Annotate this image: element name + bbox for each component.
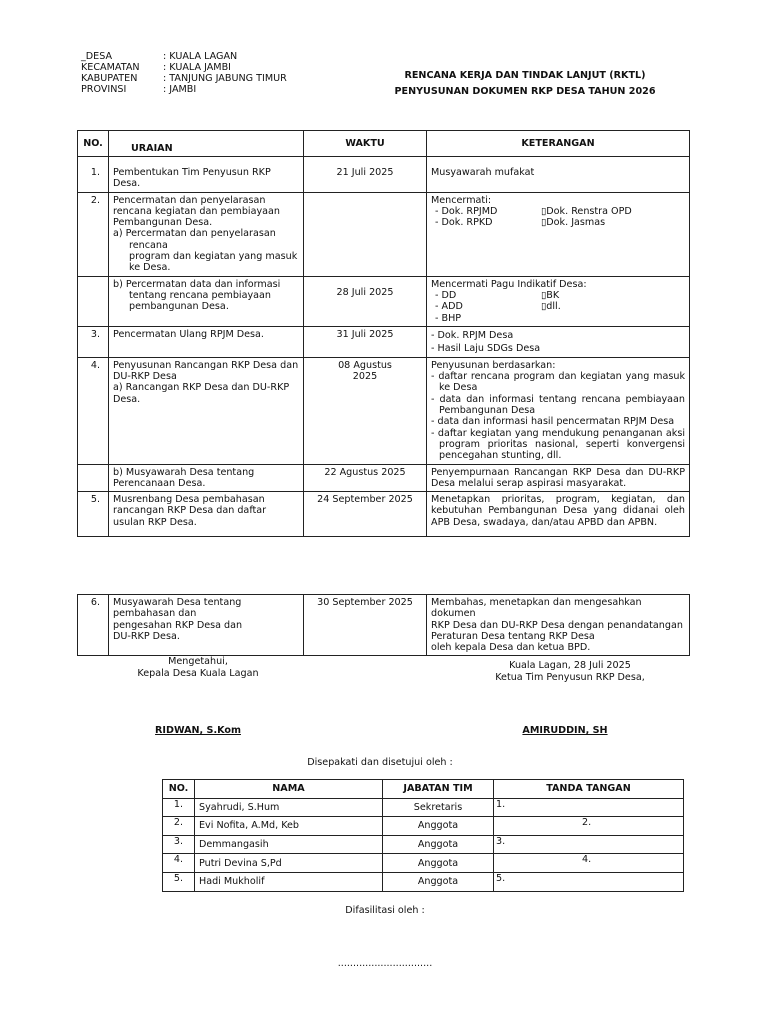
row-waktu bbox=[304, 192, 427, 276]
row-uraian bbox=[109, 357, 304, 464]
col-header-jabatan: JABATAN TIM bbox=[383, 780, 494, 799]
uraian-line: rencana kegiatan dan pembiayaan bbox=[113, 205, 280, 217]
uraian-line: Pembangunan Desa. bbox=[113, 217, 213, 229]
uraian-line: DU-RKP Desa. bbox=[113, 630, 180, 642]
ket-title: Penyusunan berdasarkan: bbox=[431, 359, 556, 371]
row-uraian: Pencermatan Ulang RPJM Desa. bbox=[109, 326, 304, 357]
signature-right-date: Kuala Lagan, 28 Juli 2025 bbox=[509, 660, 631, 671]
uraian-line: Musyawarah Desa tentang bbox=[113, 597, 242, 608]
signature-left-caption: Mengetahui, bbox=[168, 656, 228, 667]
team-signature-table bbox=[162, 779, 684, 892]
uraian-line: Desa. bbox=[113, 393, 141, 405]
ket-item: ▯ Dok. Renstra OPD bbox=[541, 206, 651, 217]
row-no: 1. bbox=[78, 157, 109, 193]
ket-item: - data dan informasi tentang rencana pembiayaan Pembangunan Desa bbox=[431, 394, 685, 417]
member-no: 1. bbox=[163, 798, 195, 817]
ket-item: ▯ dll. bbox=[541, 301, 651, 312]
table-row bbox=[78, 357, 690, 464]
uraian-line: rancangan RKP Desa dan daftar bbox=[113, 505, 267, 517]
row-uraian bbox=[109, 492, 304, 537]
table-row bbox=[163, 872, 684, 891]
ket-item: - BHP bbox=[435, 313, 541, 324]
row-keterangan: Musyawarah mufakat bbox=[427, 157, 690, 193]
row-uraian bbox=[109, 192, 304, 276]
row-no bbox=[78, 464, 109, 492]
ket-line: oleh kepala Desa dan ketua BPD. bbox=[431, 642, 591, 654]
table-row bbox=[163, 798, 684, 817]
table-row bbox=[78, 595, 690, 656]
header-value-provinsi: : JAMBI bbox=[163, 84, 197, 95]
facilitator-signature-line: ............................... bbox=[337, 958, 433, 969]
ket-item: - daftar kegiatan yang mendukung penanganan aksi program prioritas nasional, seperti konvergensi pencegahan stunting, dll. bbox=[431, 428, 685, 462]
document-subtitle: PENYUSUNAN DOKUMEN RKP DESA TAHUN 2026 bbox=[394, 86, 656, 97]
signature-left-position: Kepala Desa Kuala Lagan bbox=[137, 668, 259, 679]
table-header-row bbox=[78, 131, 690, 157]
ket-item: - Dok. RPKD bbox=[435, 217, 541, 228]
row-no: 5. bbox=[78, 492, 109, 537]
col-header-nama: NAMA bbox=[195, 780, 383, 799]
uraian-line: usulan RKP Desa. bbox=[113, 516, 197, 528]
row-no: 6. bbox=[78, 595, 109, 656]
row-no: 4. bbox=[78, 357, 109, 464]
member-role: Anggota bbox=[383, 817, 494, 836]
table-row bbox=[163, 835, 684, 854]
row-keterangan bbox=[427, 192, 690, 276]
uraian-line: a) Percermatan dan penyelarasan bbox=[113, 228, 276, 240]
ket-two-col bbox=[431, 206, 685, 229]
col-header-no: NO. bbox=[78, 131, 109, 157]
member-signature: 1. bbox=[494, 798, 684, 817]
ket-item: - Dok. RPJM Desa bbox=[431, 329, 685, 342]
row-uraian bbox=[109, 276, 304, 326]
row-keterangan bbox=[427, 326, 690, 357]
col-header-keterangan: KETERANGAN bbox=[427, 131, 690, 157]
uraian-line: pengesahan RKP Desa dan bbox=[113, 619, 243, 631]
facilitated-caption: Difasilitasi oleh : bbox=[345, 905, 425, 916]
member-name: Demmangasih bbox=[195, 835, 383, 854]
uraian-line: Pencermatan dan penyelarasan bbox=[113, 194, 266, 206]
uraian-line: program dan kegiatan yang masuk bbox=[129, 251, 298, 263]
member-no: 3. bbox=[163, 835, 195, 854]
uraian-line: Musrenbang Desa pembahasan bbox=[113, 494, 265, 506]
ket-two-col bbox=[431, 290, 685, 324]
col-header-no: NO. bbox=[163, 780, 195, 799]
table-row bbox=[163, 817, 684, 836]
member-no: 4. bbox=[163, 854, 195, 873]
row-uraian bbox=[109, 595, 304, 656]
table-row bbox=[78, 192, 690, 276]
table-row bbox=[78, 276, 690, 326]
uraian-line: pembahasan dan bbox=[113, 608, 197, 620]
row-keterangan bbox=[427, 595, 690, 656]
uraian-line: a) Rancangan RKP Desa dan DU-RKP bbox=[113, 382, 290, 394]
uraian-line: pembangunan Desa. bbox=[129, 301, 229, 313]
agreed-caption: Disepakati dan disetujui oleh : bbox=[307, 757, 453, 768]
ket-item: ▯ Dok. Jasmas bbox=[541, 217, 651, 228]
rktl-table-continued bbox=[77, 594, 690, 656]
ket-line: Membahas, menetapkan dan mengesahkan dokumen bbox=[431, 597, 642, 620]
member-role: Anggota bbox=[383, 872, 494, 891]
table-row bbox=[163, 854, 684, 873]
member-signature: 5. bbox=[494, 872, 684, 891]
table-row bbox=[78, 157, 690, 193]
row-no: 2. bbox=[78, 192, 109, 276]
ket-item: - ADD bbox=[435, 301, 541, 312]
ket-line: RKP Desa dan DU-RKP Desa dengan penandatangan bbox=[431, 619, 683, 631]
member-name: Evi Nofita, A.Md, Keb bbox=[195, 817, 383, 836]
ket-item: - Hasil Laju SDGs Desa bbox=[431, 342, 685, 355]
member-role: Anggota bbox=[383, 854, 494, 873]
ket-line: Peraturan Desa tentang RKP Desa bbox=[431, 630, 595, 642]
uraian-line: DU-RKP Desa bbox=[113, 371, 177, 383]
signature-left-name: RIDWAN, S.Kom bbox=[155, 725, 241, 736]
member-role: Anggota bbox=[383, 835, 494, 854]
member-name: Syahrudi, S.Hum bbox=[195, 798, 383, 817]
row-waktu: 31 Juli 2025 bbox=[304, 326, 427, 357]
waktu-line: 2025 bbox=[352, 371, 378, 383]
member-name: Putri Devina S,Pd bbox=[195, 854, 383, 873]
rktl-table bbox=[77, 130, 690, 537]
signature-right-name: AMIRUDDIN, SH bbox=[522, 725, 608, 736]
ket-item: - Dok. RPJMD bbox=[435, 206, 541, 217]
waktu-line: 08 Agustus bbox=[338, 359, 392, 371]
row-waktu: 30 September 2025 bbox=[304, 595, 427, 656]
table-row bbox=[78, 492, 690, 537]
table-row bbox=[78, 326, 690, 357]
table-row bbox=[78, 464, 690, 492]
ket-item: - DD bbox=[435, 290, 541, 301]
row-waktu: 21 Juli 2025 bbox=[304, 157, 427, 193]
ket-item: - daftar rencana program dan kegiatan yang masuk ke Desa bbox=[431, 371, 685, 394]
header-value-desa: : KUALA LAGAN bbox=[163, 51, 238, 62]
uraian-line: ke Desa. bbox=[129, 262, 171, 274]
uraian-line: b) Musyawarah Desa tentang bbox=[113, 466, 255, 478]
signature-right bbox=[470, 660, 670, 684]
row-waktu: 22 Agustus 2025 bbox=[304, 464, 427, 492]
row-waktu: 28 Juli 2025 bbox=[304, 276, 427, 326]
row-uraian: Pembentukan Tim Penyusun RKP Desa. bbox=[109, 157, 304, 193]
header-value-kabupaten: : TANJUNG JABUNG TIMUR bbox=[163, 73, 287, 84]
row-no bbox=[78, 276, 109, 326]
header-label-desa: _DESA bbox=[81, 51, 113, 62]
ket-item: ▯ BK bbox=[541, 290, 651, 301]
col-header-uraian: URAIAN bbox=[109, 131, 304, 157]
row-waktu bbox=[304, 357, 427, 464]
member-signature: 4. bbox=[494, 854, 684, 873]
member-no: 5. bbox=[163, 872, 195, 891]
row-waktu: 24 September 2025 bbox=[304, 492, 427, 537]
uraian-line: Penyusunan Rancangan RKP Desa dan bbox=[113, 359, 299, 371]
signature-right-position: Ketua Tim Penyusun RKP Desa, bbox=[495, 672, 645, 683]
ket-title: Mencermati: bbox=[431, 194, 492, 206]
uraian-line: Perencanaan Desa. bbox=[113, 477, 206, 489]
sign-table-header bbox=[163, 780, 684, 799]
row-keterangan bbox=[427, 276, 690, 326]
header-value-kecamatan: : KUALA JAMBI bbox=[163, 62, 231, 73]
member-no: 2. bbox=[163, 817, 195, 836]
header-label-kecamatan: KECAMATAN bbox=[81, 62, 140, 73]
member-signature: 3. bbox=[494, 835, 684, 854]
signature-left bbox=[120, 656, 276, 680]
header-label-kabupaten: KABUPATEN bbox=[81, 73, 138, 84]
ket-title: Mencermati Pagu Indikatif Desa: bbox=[431, 278, 587, 290]
col-header-tanda-tangan: TANDA TANGAN bbox=[494, 780, 684, 799]
member-role: Sekretaris bbox=[383, 798, 494, 817]
member-signature: 2. bbox=[494, 817, 684, 836]
uraian-line: b) Percermatan data dan informasi bbox=[113, 278, 281, 290]
col-header-waktu: WAKTU bbox=[304, 131, 427, 157]
row-keterangan: Menetapkan prioritas, program, kegiatan, dan kebutuhan Pembangunan Desa yang didanai oleh APB Desa, swadaya, dan/atau APBD dan APBN. bbox=[427, 492, 690, 537]
document-title: RENCANA KERJA DAN TINDAK LANJUT (RKTL) bbox=[404, 70, 646, 81]
uraian-line: rencana bbox=[129, 239, 168, 251]
row-keterangan: Penyempurnaan Rancangan RKP Desa dan DU-RKP Desa melalui serap aspirasi masyarakat. bbox=[427, 464, 690, 492]
header-label-provinsi: PROVINSI bbox=[81, 84, 127, 95]
ket-item: - data dan informasi hasil pencermatan RPJM Desa bbox=[431, 416, 685, 427]
uraian-line: tentang rencana pembiayaan bbox=[129, 289, 271, 301]
member-name: Hadi Mukholif bbox=[195, 872, 383, 891]
row-uraian bbox=[109, 464, 304, 492]
row-no: 3. bbox=[78, 326, 109, 357]
row-keterangan bbox=[427, 357, 690, 464]
